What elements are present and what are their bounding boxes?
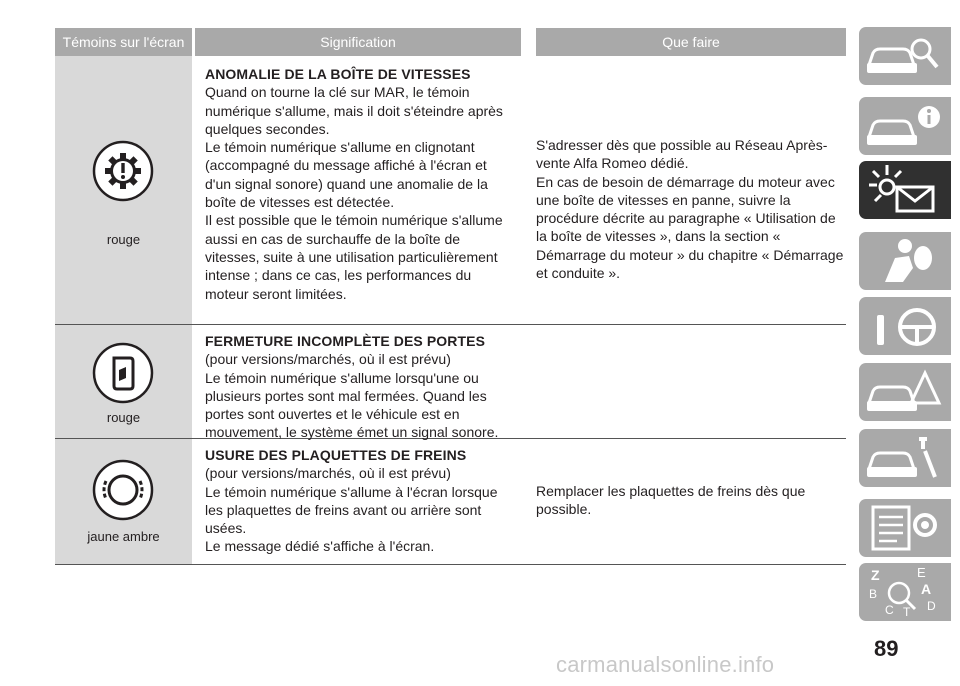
header-what-to-do: Que faire: [536, 28, 846, 56]
index-letter: T: [903, 605, 911, 619]
meaning-line: Le message dédié s'affiche à l'écran.: [205, 538, 435, 555]
meaning-line: moteur seront limitées.: [205, 285, 347, 302]
action-line: et conduite ».: [536, 265, 621, 282]
meaning-line: d'un signal sonore) quand une anomalie de la: [205, 175, 488, 192]
table-row: [55, 325, 846, 439]
action-line: procédure décrite au paragraphe « Utilisation de: [536, 210, 836, 227]
index-letter: D: [927, 599, 936, 613]
tab-maintenance[interactable]: [859, 429, 951, 487]
tab-emergency[interactable]: [859, 363, 951, 421]
meaning-line: Le témoin numérique s'allume lorsqu'une ou: [205, 369, 479, 386]
meaning-cell: [205, 332, 525, 442]
icon-cell: [55, 325, 192, 438]
index-letter: Z: [871, 567, 880, 583]
action-line: possible.: [536, 501, 592, 518]
meaning-line: vitesses, suite à une utilisation particulièrement: [205, 248, 498, 265]
meaning-line: Quand on tourne la clé sur MAR, le témoin: [205, 84, 470, 101]
door-open-icon: [92, 342, 154, 404]
meaning-line: plusieurs portes sont mal fermées. Quand les: [205, 387, 487, 404]
table-row: [55, 439, 846, 565]
meaning-line: les plaquettes de freins avant ou arrière sont: [205, 501, 482, 518]
index-letter: A: [921, 581, 932, 597]
action-cell: [536, 482, 846, 519]
meaning-cell: [205, 446, 525, 556]
meaning-line: mouvement, le système émet un signal sonore.: [205, 424, 499, 441]
warning-title: ANOMALIE DE LA BOÎTE DE VITESSES: [205, 66, 471, 82]
tab-warning-lights[interactable]: [859, 161, 951, 219]
index-letter: C: [885, 603, 894, 617]
tab-car-search[interactable]: [859, 27, 951, 85]
meaning-line: aussi en cas de surchauffe de la boîte de: [205, 230, 461, 247]
tab-technical-data[interactable]: [859, 499, 951, 557]
warning-title: FERMETURE INCOMPLÈTE DES PORTES: [205, 333, 486, 349]
warning-lights-table: [55, 28, 846, 565]
color-label: rouge: [106, 232, 141, 247]
car-info-icon: [859, 97, 951, 155]
action-line: une boîte de vitesses en panne, suivre la: [536, 191, 791, 208]
table-header: [55, 28, 846, 56]
tab-safety[interactable]: [859, 232, 951, 290]
warning-title: USURE DES PLAQUETTES DE FREINS: [205, 447, 467, 463]
meaning-cell: [205, 65, 525, 303]
meaning-line: quelques secondes.: [205, 120, 330, 137]
color-label: rouge: [106, 410, 141, 425]
meaning-line: (pour versions/marchés, où il est prévu): [205, 465, 451, 482]
tab-index[interactable]: [859, 563, 951, 621]
warning-light-message-icon: [859, 161, 951, 219]
car-search-icon: [859, 27, 951, 85]
action-line: vente Alfa Romeo dédié.: [536, 155, 689, 172]
car-maintenance-icon: [859, 429, 951, 487]
icon-cell: [55, 439, 192, 564]
meaning-line: (accompagné du message affiché à l'écran et: [205, 157, 487, 174]
watermark: carmanualsonline.info: [556, 652, 775, 677]
action-cell: [536, 136, 846, 282]
page-number: 89: [874, 636, 899, 661]
action-line: S'adresser dès que possible au Réseau Après-: [536, 137, 828, 153]
meaning-line: boîte de vitesses est détectée.: [205, 194, 395, 211]
action-line: la boîte de vitesses », dans la section «: [536, 228, 781, 245]
car-emergency-icon: [859, 363, 951, 421]
tab-car-info[interactable]: [859, 97, 951, 155]
action-line: Remplacer les plaquettes de freins dès que: [536, 483, 806, 499]
tab-driving[interactable]: [859, 297, 951, 355]
meaning-line: numérique s'allume, mais il doit s'éteindre après: [205, 102, 503, 119]
table-row: [55, 56, 846, 325]
technical-data-icon: [859, 499, 951, 557]
meaning-line: Le témoin numérique s'allume à l'écran lorsque: [205, 483, 498, 500]
meaning-line: (pour versions/marchés, où il est prévu): [205, 351, 451, 368]
index-letter: B: [869, 587, 878, 601]
airbag-safety-icon: [859, 232, 951, 290]
index-letter: E: [917, 565, 926, 580]
action-line: En cas de besoin de démarrage du moteur avec: [536, 173, 835, 190]
brake-pad-wear-icon: [92, 459, 154, 521]
color-label: jaune ambre: [87, 529, 160, 544]
meaning-line: Le témoin numérique s'allume en clignotant: [205, 139, 475, 156]
header-meaning: Signification: [195, 28, 521, 56]
steering-wheel-icon: [859, 297, 951, 355]
meaning-line: usées.: [205, 520, 247, 537]
gearbox-warning-icon: [92, 140, 154, 202]
header-warning-lights: Témoins sur l'écran: [55, 28, 192, 56]
meaning-line: intense ; dans ce cas, les performances du: [205, 267, 472, 284]
icon-cell: [55, 56, 192, 324]
meaning-line: Il est possible que le témoin numérique s'allume: [205, 212, 503, 229]
action-line: Démarrage du moteur » du chapitre « Démarrage: [536, 246, 844, 263]
meaning-line: portes sont ouvertes et le véhicule est en: [205, 406, 460, 423]
